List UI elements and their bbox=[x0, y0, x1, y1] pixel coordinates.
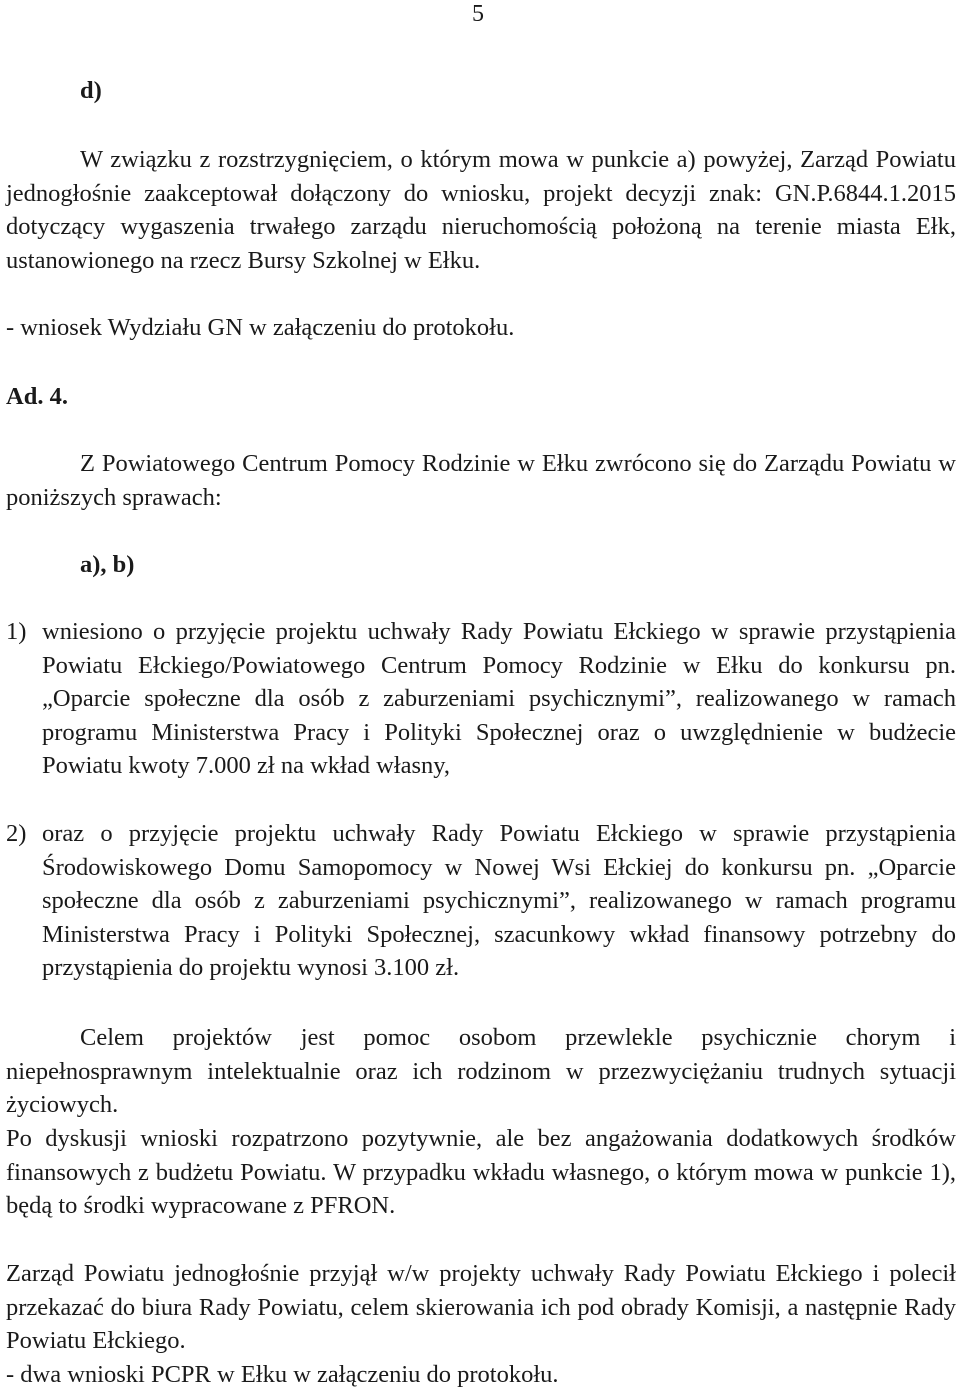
list-item-number: 1) bbox=[6, 618, 27, 645]
page-number: 5 bbox=[472, 1, 484, 27]
ad4-note: - dwa wnioski PCPR w Ełku w załączeniu do protokołu. bbox=[6, 1361, 559, 1388]
ad4-intro: Z Powiatowego Centrum Pomocy Rodzinie w Ełku zwrócono się do Zarządu Powiatu w poniższych sprawach: bbox=[6, 450, 956, 511]
list-item-number: 2) bbox=[6, 820, 27, 847]
ad4-goal: Celem projektów jest pomoc osobom przewlekle psychicznie chorym i niepełnosprawnym intelektualnie oraz ich rodzinom w przezwyciężaniu trudnych sytuacji życiowych. bbox=[6, 1024, 956, 1119]
list-item bbox=[6, 817, 956, 985]
ad4-heading: Ad. 4. bbox=[6, 383, 68, 410]
list-item-text: wniesiono o przyjęcie projektu uchwały Rady Powiatu Ełckiego w sprawie przystąpienia Powiatu Ełckiego/Powiatowego Centrum Pomocy Rodzinie w Ełku do konkursu pn. „Oparcie społeczne dla osób z zaburzeniami psychicznymi”, realizowanego w ramach programu Ministerstwa Pracy i Polityki Społecznej oraz o uwzględnienie w budżecie Powiatu kwoty 7.000 zł na wkład własny, bbox=[42, 618, 956, 780]
ad4-decision: Zarząd Powiatu jednogłośnie przyjął w/w projekty uchwały Rady Powiatu Ełckiego i polecił przekazać do biura Rady Powiatu, celem skierowania ich pod obrady Komisji, a następnie Rady Powiatu Ełckiego. bbox=[6, 1260, 956, 1355]
section-d-heading: d) bbox=[80, 77, 102, 104]
section-d-note: - wniosek Wydziału GN w załączeniu do protokołu. bbox=[6, 314, 515, 341]
ad4-subheading: a), b) bbox=[80, 551, 135, 578]
section-d-paragraph: W związku z rozstrzygnięciem, o którym mowa w punkcie a) powyżej, Zarząd Powiatu jednogłośnie zaakceptował dołączony do wniosku, projekt decyzji znak: GN.P.6844.1.2015 dotyczący wygaszenia trwałego zarządu nieruchomością położoną na terenie miasta Ełk, ustanowionego na rzecz Bursy Szkolnej w Ełku. bbox=[6, 146, 956, 274]
list-item bbox=[6, 615, 956, 783]
ad4-discussion: Po dyskusji wnioski rozpatrzono pozytywnie, ale bez angażowania dodatkowych środków finansowych z budżetu Powiatu. W przypadku wkładu własnego, o którym mowa w punkcie 1), będą to środki wypracowane z PFRON. bbox=[6, 1125, 956, 1220]
list-item-text: oraz o przyjęcie projektu uchwały Rady Powiatu Ełckiego w sprawie przystąpienia Środowiskowego Domu Samopomocy w Nowej Wsi Ełckiej do konkursu pn. „Oparcie społeczne dla osób z zaburzeniami psychicznymi”, realizowanego w ramach programu Ministerstwa Pracy i Polityki Społecznej, szacunkowy wkład finansowy potrzebny do przystąpienia do projektu wynosi 3.100 zł. bbox=[42, 820, 956, 982]
